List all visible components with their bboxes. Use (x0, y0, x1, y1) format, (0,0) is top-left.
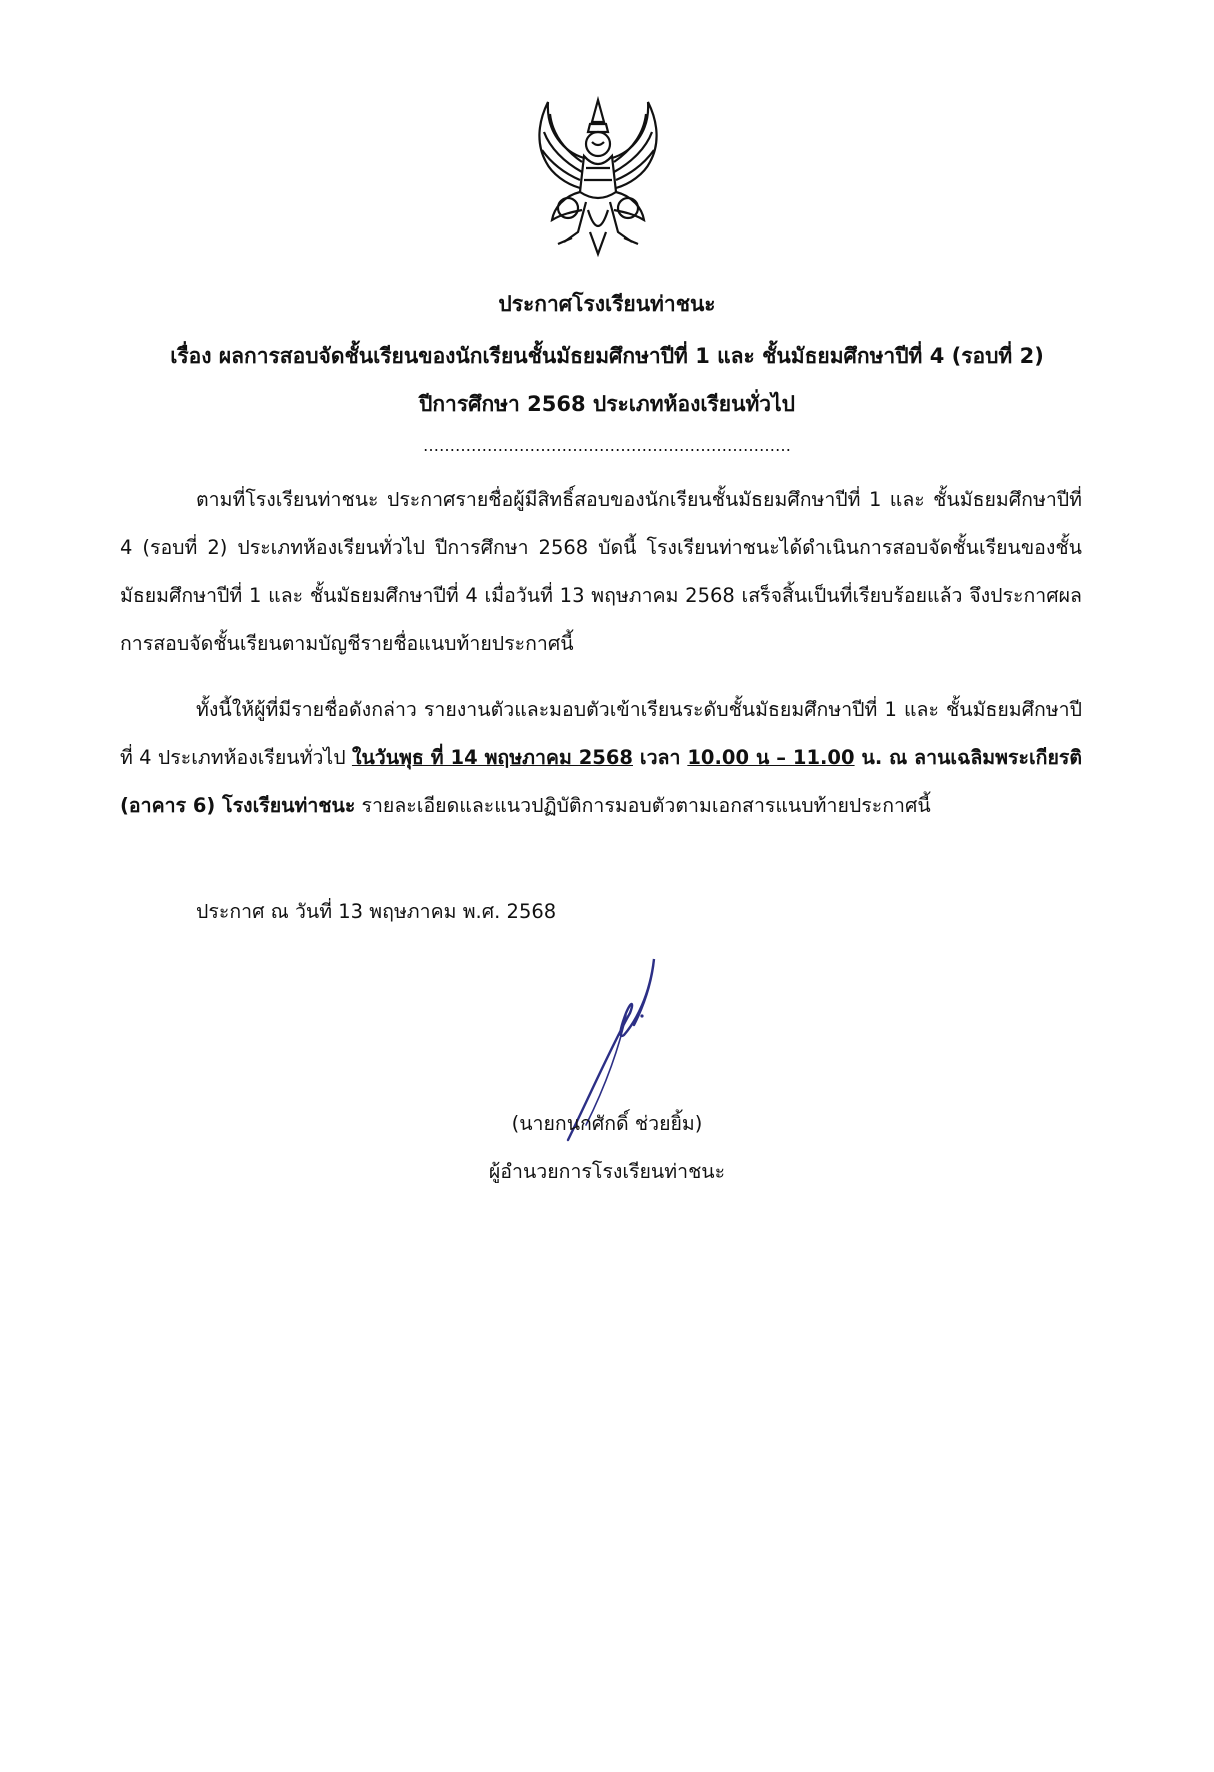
signer-position: ผู้อำนวยการโรงเรียนท่าชนะ (488, 1160, 726, 1183)
announcement-subject: เรื่อง ผลการสอบจัดชั้นเรียนของนักเรียนชั้นมัธยมศึกษาปีที่ 1 และ ชั้นมัธยมศึกษาปีที่ 4 (รอบที่ 2) (170, 344, 1044, 368)
time-label: เวลา (633, 746, 688, 769)
report-place: ณ ลานเฉลิมพระเกียรติ (อาคาร 6) โรงเรียนท่าชนะ (120, 746, 1083, 817)
report-day: ในวันพุธ ที่ 14 พฤษภาคม 2568 (351, 746, 633, 769)
announcement-title: ประกาศโรงเรียนท่าชนะ (498, 292, 716, 316)
paragraph-1-text: ตามที่โรงเรียนท่าชนะ ประกาศรายชื่อผู้มีสิทธิ์สอบของนักเรียนชั้นมัธยมศึกษาปีที่ 1 และ ชั้นมัธยมศึกษาปีที่ 4 (รอบที่ 2) ประเภทห้องเรียนทั่วไป ปีการศึกษา 2568 บัดนี้ โรงเรียนท่าชนะได้ดำเนินการสอบจัดชั้นเรียนของชั้นมัธยมศึกษาปีที่ 1 และ ชั้นมัธยมศึกษาปีที่ 4 เมื่อวันที่ 13 พฤษภาคม 2568 เสร็จสิ้นเป็นที่เรียบร้อยแล้ว จึงประกาศผลการสอบจัดชั้นเรียนตามบัญชีรายชื่อแนบท้ายประกาศนี้ (120, 488, 1082, 655)
announce-date: ประกาศ ณ วันที่ 13 พฤษภาคม พ.ศ. 2568 (196, 900, 557, 923)
paragraph-2-intro: ทั้งนี้ให้ผู้ที่มีรายชื่อดังกล่าว รายงานตัวและมอบตัวเข้าเรียนระดับชั้นมัธยมศึกษาปีที่ 1 และ ชั้นมัธยมศึกษาปีที่ 4 ประเภทห้องเรียนทั่วไป (120, 698, 1082, 769)
academic-year-type: ปีการศึกษา 2568 ประเภทห้องเรียนทั่วไป (419, 392, 795, 416)
report-time: 10.00 น – 11.00 (687, 746, 855, 769)
signer-name: (นายกนกศักดิ์ ช่วยยิ้ม) (511, 1112, 703, 1135)
paragraph-2-outro: รายละเอียดและแนวปฏิบัติการมอบตัวตามเอกสารแนบท้ายประกาศนี้ (355, 794, 931, 817)
body-paragraph-2 (120, 686, 1082, 830)
title-separator: …………………………………………………………… (423, 436, 791, 455)
time-unit: น. (854, 746, 883, 769)
garuda-emblem-icon (528, 92, 668, 262)
body-paragraph-1 (120, 476, 1082, 668)
